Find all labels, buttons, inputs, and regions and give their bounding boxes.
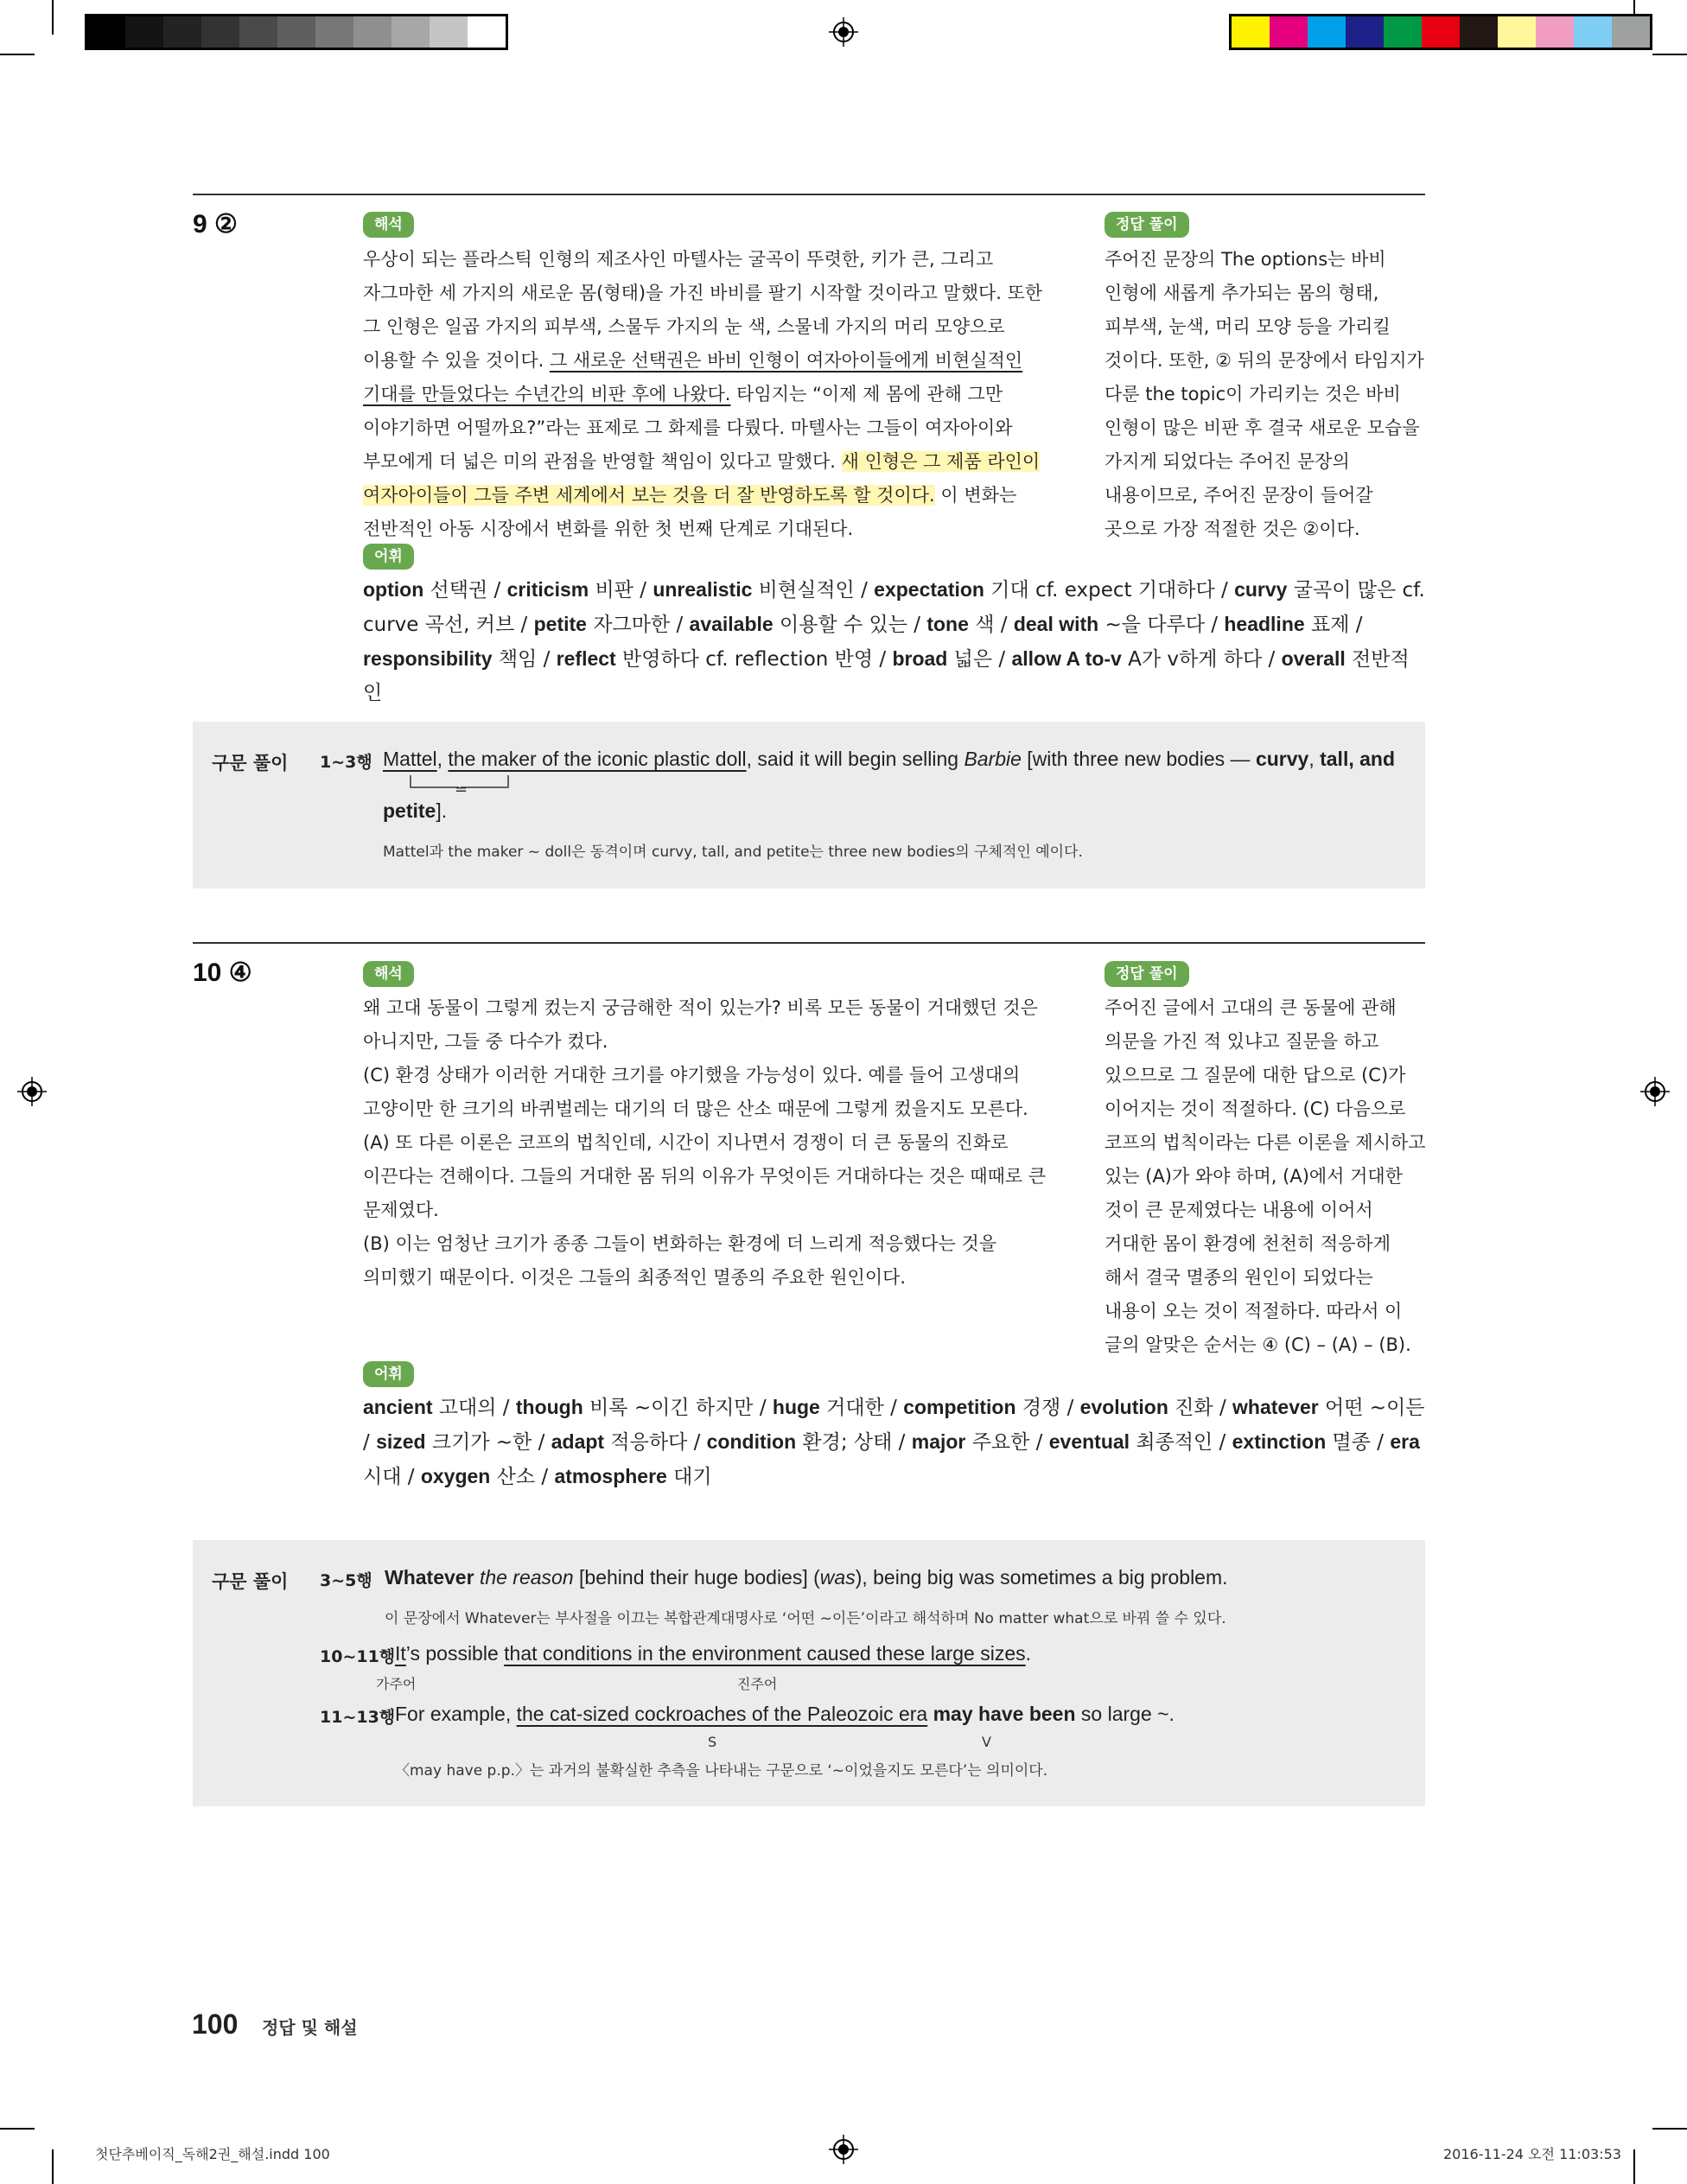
crop-mark (52, 2149, 54, 2184)
grammar-label: 구문 풀이 (212, 753, 289, 774)
registration-mark-icon (1640, 1077, 1670, 1106)
grammar-sentence: For example, the cat-sized cockroaches of the Paleozoic era may have been so large ~. (395, 1703, 1175, 1725)
translation-text: 우상이 되는 플라스틱 인형의 제조사인 마텔사는 굴곡이 뚜렷한, 키가 큰, 그리고 자그마한 세 가지의 새로운 몸(형태)을 가진 바비를 팔기 시작할 것이라고 말했다. 또한 그 인형은 일곱 가지의 피부색, 스물두 가지의 눈 색, 스물네 가지의 머리 모양으로 이용할 수 있을 것이다. 그 새로운 선택권은 바비 인형이 여자아이들에게 비현실적인 기대를 만들었다는 수년간의 비판 후에 나왔다. 타임지는 “이제 제 몸에 관해 그만 이야기하면 어떨까요?”라는 표제로 그 화제를 다뤘다. 마텔사는 그들이 여자아이와 부모에게 더 넓은 미의 관점을 반영할 책임이 있다고 말했다. 새 인형은 그 제품 라인이 여자아이들이 그들 주변 세계에서 보는 것을 더 잘 반영하도록 할 것이다. 이 변화는 전반적인 아동 시장에서 변화를 위한 첫 번째 단계로 기대된다. (363, 249, 1043, 539)
vocab-item: expectation 기대 cf. expect 기대하다 (874, 578, 1215, 602)
color-swatch (1574, 16, 1612, 48)
vocab-item: allow A to-v A가 v하게 하다 (1011, 647, 1263, 671)
vocab-item: huge 거대한 (772, 1396, 884, 1419)
vocab-item: curvy 굴곡이 많은 cf. curve 곡선, 커브 (363, 578, 1425, 636)
grammar-label: 구문 풀이 (212, 1571, 289, 1592)
vocab-item: petite 자그마한 (533, 613, 671, 636)
color-swatch (125, 16, 163, 48)
crop-mark (52, 0, 54, 35)
color-swatch (430, 16, 468, 48)
label-fake-subject: 가주어 (376, 1676, 417, 1692)
grammar-box (193, 722, 1425, 888)
vocab-item: oxygen 산소 (420, 1465, 536, 1488)
grammar-note: 〈may have p.p.〉는 과거의 불확실한 추측을 나타내는 구문으로 ‘~이었을지도 모른다’는 의미이다. (395, 1762, 1048, 1780)
vocab-item: overall 전반적인 (363, 647, 1410, 704)
color-swatch (1498, 16, 1536, 48)
crop-mark (1652, 2128, 1687, 2130)
registration-mark-icon (829, 2135, 858, 2164)
registration-mark-icon (17, 1077, 47, 1106)
vocab-tag: 어휘 (363, 544, 414, 570)
section-divider (193, 194, 1425, 195)
vocab-item: competition 경쟁 (903, 1396, 1061, 1419)
gray-color-bar (85, 14, 508, 50)
vocab-item: tone 색 (926, 613, 995, 636)
grammar-sentence: Whatever the reason [behind their huge bodies] (was), being big was sometimes a big problem. (385, 1566, 1228, 1589)
vocab-item: sized 크기가 ~한 (376, 1430, 532, 1454)
vocab-item: extinction 멸종 (1232, 1430, 1371, 1454)
explanation-tag: 정답 풀이 (1105, 212, 1189, 238)
vocab-list: ancient 고대의 / though 비록 ~이긴 하지만 / huge 거대한 / competition 경쟁 / evolution 진화 / whatever 어떤 ~이든 / sized 크기가 ~한 / adapt 적응하다 / condition 환경; 상태 / major 주요한 / eventual 최종적인 / extinction 멸종 / era 시대 / oxygen 산소 / atmosphere 대기 (363, 1396, 1425, 1488)
label-verb: V (982, 1734, 991, 1750)
vocab-item: criticism 비판 (506, 578, 633, 602)
vocab-item: broad 넓은 (892, 647, 993, 671)
explanation-text: 주어진 글에서 고대의 큰 동물에 관해 의문을 가진 적 있냐고 질문을 하고 있으므로 그 질문에 대한 답으로 (C)가 이어지는 것이 적절하다. (C) 다음으로 코프의 법칙이라는 다른 이론을 제시하고 있는 (A)가 와야 하며, (A)에서 거대한 것이 큰 문제였다는 내용에 이어서 거대한 몸이 환경에 천천히 적응하게 해서 결국 멸종의 원인이 되었다는 내용이 오는 것이 적절하다. 따라서 이 글의 알맞은 순서는 ④ (C) – (A) – (B). (1105, 997, 1426, 1355)
color-swatch (277, 16, 315, 48)
question-number: 9 ② (193, 210, 238, 239)
grammar-note: Mattel과 the maker ~ doll은 동격이며 curvy, tall, and petite는 three new bodies의 구체적인 예이다. (383, 844, 1083, 861)
explanation-text: 주어진 문장의 The options는 바비 인형에 새롭게 추가되는 몸의 형태, 피부색, 눈색, 머리 모양 등을 가리킬 것이다. 또한, ② 뒤의 문장에서 타임지가 다룬 the topic이 가리키는 것은 바비 인형이 많은 비판 후 결국 새로운 모습을 가지게 되었다는 주어진 문장의 내용이므로, 주어진 문장이 들어갈 곳으로 가장 적절한 것은 ②이다. (1105, 249, 1424, 539)
slug-datetime: 2016-11-24 오전 11:03:53 (1443, 2146, 1621, 2162)
vocab-item: atmosphere 대기 (554, 1465, 712, 1488)
vocab-item: unrealistic 비현실적인 (653, 578, 855, 602)
grammar-sentence-continued: petite]. (383, 799, 448, 822)
color-swatch (239, 16, 277, 48)
crop-mark (1652, 54, 1687, 55)
label-real-subject: 진주어 (737, 1676, 778, 1692)
vocab-item: ancient 고대의 (363, 1396, 497, 1419)
section-divider (193, 942, 1425, 944)
translation-tag: 해석 (363, 212, 414, 238)
registration-mark-icon (829, 17, 858, 47)
grammar-sentence: It’s possible that conditions in the environment caused these large sizes. (395, 1642, 1032, 1665)
color-swatch (392, 16, 430, 48)
vocab-item: responsibility 책임 (363, 647, 538, 671)
crop-mark (0, 54, 35, 55)
line-reference: 10~11행 (320, 1647, 396, 1666)
color-swatch (315, 16, 353, 48)
color-swatch (163, 16, 201, 48)
vocab-item: whatever 어떤 ~이든 (1232, 1396, 1425, 1419)
vocab-list: option 선택권 / criticism 비판 / unrealistic 비현실적인 / expectation 기대 cf. expect 기대하다 / curvy 굴곡이 많은 cf. curve 곡선, 커브 / petite 자그마한 / available 이용할 수 있는 / tone 색 / deal with ~을 다루다 / headline 표제 / responsibility 책임 / reflect 반영하다 cf. reflection 반영 / broad 넓은 / allow A to-v A가 v하게 하다 / overall 전반적인 (363, 578, 1425, 704)
explanation-tag: 정답 풀이 (1105, 961, 1189, 987)
equals-mark: = (455, 780, 468, 799)
vocab-item: reflect 반영하다 cf. reflection 반영 (556, 647, 874, 671)
color-swatch (468, 16, 506, 48)
color-swatch (201, 16, 239, 48)
color-swatch (353, 16, 392, 48)
color-swatch (1270, 16, 1308, 48)
line-reference: 3~5행 (320, 1571, 372, 1590)
vocab-item: adapt 적응하다 (551, 1430, 688, 1454)
label-subject: S (708, 1734, 717, 1750)
color-swatch (1536, 16, 1574, 48)
vocab-item: headline 표제 (1224, 613, 1350, 636)
grammar-box (193, 1540, 1425, 1806)
vocab-item: available 이용할 수 있는 (689, 613, 907, 636)
crop-mark (1633, 2149, 1635, 2184)
color-swatch (1308, 16, 1346, 48)
color-swatch (1346, 16, 1384, 48)
line-reference: 1~3행 (320, 753, 372, 772)
translation-tag: 해석 (363, 961, 414, 987)
grammar-sentence: Mattel, the maker of the iconic plastic doll, said it will begin selling Barbie [with three new bodies — curvy, tall, and (383, 748, 1396, 770)
section-title: 정답 및 해설 (262, 2017, 358, 2038)
underlined-sentence: 그 새로운 선택권은 바비 인형이 여자아이들에게 비현실적인 기대를 만들었다는 수년간의 비판 후에 나왔다. (363, 350, 1023, 404)
page-number: 100 (192, 2009, 239, 2040)
vocab-item: eventual 최종적인 (1048, 1430, 1213, 1454)
vocab-item: deal with ~을 다루다 (1013, 613, 1205, 636)
process-color-bar (1229, 14, 1652, 50)
color-swatch (1612, 16, 1650, 48)
vocab-tag: 어휘 (363, 1361, 414, 1387)
color-swatch (87, 16, 125, 48)
color-swatch (1232, 16, 1270, 48)
color-swatch (1422, 16, 1460, 48)
grammar-note: 이 문장에서 Whatever는 부사절을 이끄는 복합관계대명사로 ‘어떤 ~이든’이라고 해석하며 No matter what으로 바꿔 쓸 수 있다. (385, 1610, 1226, 1627)
translation-text: 왜 고대 동물이 그렇게 컸는지 궁금해한 적이 있는가? 비록 모든 동물이 거대했던 것은 아니지만, 그들 중 다수가 컸다. (C) 환경 상태가 이러한 거대한 크기를 야기했을 가능성이 있다. 예를 들어 고생대의 고양이만 한 크기의 바퀴벌레는 대기의 더 많은 산소 때문에 그렇게 컸을지도 모른다. (A) 또 다른 이론은 코프의 법칙인데, 시간이 지나면서 경쟁이 더 큰 동물의 진화로 이끈다는 견해이다. 그들의 거대한 몸 뒤의 이유가 무엇이든 거대하다는 것은 때때로 큰 문제였다. (B) 이는 엄청난 크기가 종종 그들이 변화하는 환경에 더 느리게 적응했다는 것을 의미했기 때문이다. 이것은 그들의 최종적인 멸종의 주요한 원인이다. (363, 997, 1047, 1288)
highlighted-sentence: 새 인형은 그 제품 라인이 여자아이들이 그들 주변 세계에서 보는 것을 더 잘 반영하도록 할 것이다. (363, 451, 1041, 506)
vocab-item: condition 환경; 상태 (706, 1430, 893, 1454)
vocab-item: era 시대 (363, 1430, 1420, 1488)
vocab-item: though 비록 ~이긴 하지만 (515, 1396, 754, 1419)
color-swatch (1384, 16, 1422, 48)
question-number: 10 ④ (193, 958, 252, 987)
line-reference: 11~13행 (320, 1708, 396, 1727)
vocab-item: major 주요한 (911, 1430, 1030, 1454)
slug-filename: 첫단추베이직_독해2권_해설.indd 100 (95, 2146, 330, 2162)
color-swatch (1460, 16, 1498, 48)
crop-mark (0, 2128, 35, 2130)
vocab-item: evolution 진화 (1079, 1396, 1213, 1419)
vocab-item: option 선택권 (363, 578, 488, 602)
